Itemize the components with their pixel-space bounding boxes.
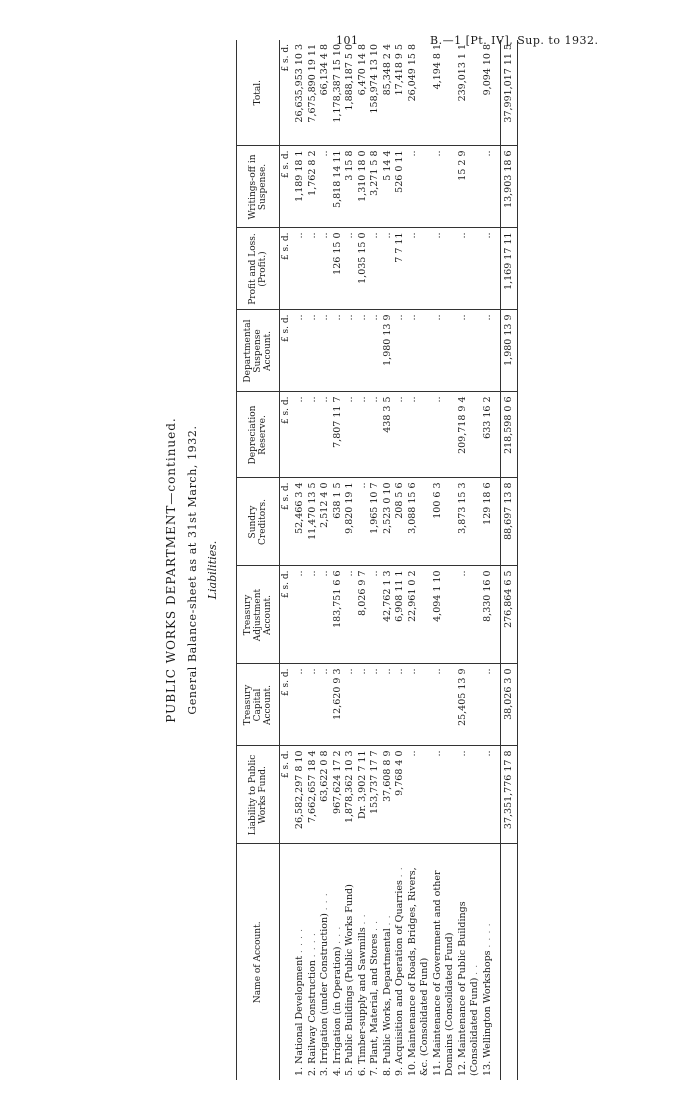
- liabilities-table: [236, 40, 518, 1080]
- amount-cell: 37,608 8 9: [382, 746, 395, 844]
- amount-cell: 42,762 1 3: [382, 566, 395, 664]
- account-name: [357, 844, 370, 1080]
- document-title: PUBLIC WORKS DEPARTMENT—continued.: [164, 417, 178, 723]
- amount-cell: ..: [319, 310, 332, 392]
- amount-cell: 158,974 13 10: [369, 40, 382, 146]
- table-row: [407, 40, 432, 1080]
- account-name-text: 12. Maintenance of Public Buildings (Consolidated Fund): [456, 901, 480, 1076]
- account-name-text: 5. Public Buildings (Public Works Fund): [344, 884, 355, 1076]
- amount-cell: 8,330 16 0: [482, 566, 495, 664]
- amount-cell: ..: [382, 228, 395, 310]
- total-cell: 13,903 18 6: [501, 146, 518, 228]
- unit-label: £ s. d.: [280, 40, 295, 146]
- column-header: Departmental Suspense Account.: [237, 310, 280, 392]
- dot-leaders: . .: [470, 963, 479, 975]
- page-number: 101: [336, 34, 359, 47]
- total-cell: 38,026 3 0: [501, 664, 518, 746]
- amount-cell: ..: [432, 746, 457, 844]
- amount-cell: 8,026 9 7: [357, 566, 370, 664]
- amount-cell: 3,271 5 8: [369, 146, 382, 228]
- amount-cell: ..: [482, 146, 495, 228]
- dot-leaders: . . . .: [295, 928, 304, 953]
- amount-cell: ..: [357, 392, 370, 478]
- amount-cell: ..: [394, 664, 407, 746]
- total-cell: 1,169 17 11: [501, 228, 518, 310]
- amount-cell: 12,620 9 3: [332, 664, 345, 746]
- amount-cell: 1,980 13 9: [382, 310, 395, 392]
- amount-cell: 1,888,187 5 0: [344, 40, 357, 146]
- account-name-text: 4. Irrigation (in Operation): [331, 946, 343, 1076]
- amount-cell: 7 7 11: [394, 228, 407, 310]
- amount-cell: 1,189 18 1: [294, 146, 307, 228]
- account-name: [382, 844, 395, 1080]
- amount-cell: ..: [369, 664, 382, 746]
- account-name: [319, 844, 332, 1080]
- amount-cell: ..: [457, 566, 482, 664]
- amount-cell: 100 6 3: [432, 478, 457, 566]
- amount-cell: ..: [319, 228, 332, 310]
- amount-cell: 7,662,657 18 4: [307, 746, 320, 844]
- dot-leaders: . .: [370, 920, 379, 931]
- amount-cell: ..: [319, 566, 332, 664]
- amount-cell: ..: [369, 392, 382, 478]
- amount-cell: 967,624 17 2: [332, 746, 345, 844]
- account-name-text: 9. Acquisition and Operation of Quarries: [394, 880, 405, 1076]
- amount-cell: 15 2 9: [457, 146, 482, 228]
- table-row: [457, 40, 482, 1080]
- account-name: [457, 844, 482, 1080]
- amount-cell: ..: [319, 146, 332, 228]
- column-header: Sundry Creditors.: [237, 478, 280, 566]
- amount-cell: 4,094 1 10: [432, 566, 457, 664]
- amount-cell: ..: [407, 392, 432, 478]
- amount-cell: ..: [407, 746, 432, 844]
- amount-cell: ..: [344, 392, 357, 478]
- total-cell: 88,697 13 8: [501, 478, 518, 566]
- amount-cell: ..: [432, 664, 457, 746]
- amount-cell: ..: [369, 228, 382, 310]
- account-name-text: 10. Maintenance of Roads, Bridges, Rivers, &c. (Consolidated Fund): [406, 867, 430, 1076]
- table-row: [382, 40, 395, 1080]
- amount-cell: ..: [294, 310, 307, 392]
- amount-cell: ..: [394, 310, 407, 392]
- total-cell: 37,991,017 11 5: [501, 40, 518, 146]
- amount-cell: 22,961 0 2: [407, 566, 432, 664]
- unit-label: £ s. d.: [280, 228, 295, 310]
- table-body: [280, 40, 495, 1080]
- column-header: Profit and Loss. (Profit.): [237, 228, 280, 310]
- amount-cell: ..: [432, 228, 457, 310]
- amount-cell: ..: [294, 664, 307, 746]
- amount-cell: 526 0 11: [394, 146, 407, 228]
- amount-cell: ..: [457, 746, 482, 844]
- amount-cell: 208 5 6: [394, 478, 407, 566]
- amount-cell: 5,818 14 11: [332, 146, 345, 228]
- account-name: [482, 844, 495, 1080]
- amount-cell: 26,582,297 8 10: [294, 746, 307, 844]
- amount-cell: ..: [344, 664, 357, 746]
- unit-label: £ s. d.: [280, 478, 295, 566]
- account-name-text: 13. Wellington Workshops: [481, 950, 493, 1076]
- table-row: [482, 40, 495, 1080]
- unit-label: £ s. d.: [280, 664, 295, 746]
- table-row: [357, 40, 370, 1080]
- amount-cell: ..: [332, 310, 345, 392]
- table-row: [332, 40, 345, 1080]
- column-header: Name of Account.: [237, 844, 280, 1080]
- amount-cell: 126 15 0: [332, 228, 345, 310]
- amount-cell: ..: [307, 566, 320, 664]
- amount-cell: ..: [344, 566, 357, 664]
- total-cell: 1,980 13 9: [501, 310, 518, 392]
- amount-cell: 153,737 17 7: [369, 746, 382, 844]
- amount-cell: ..: [307, 664, 320, 746]
- unit-label: £ s. d.: [280, 146, 295, 228]
- amount-cell: 2,523 0 10: [382, 478, 395, 566]
- amount-cell: 25,405 13 9: [457, 664, 482, 746]
- amount-cell: ..: [432, 392, 457, 478]
- amount-cell: 66,134 4 8: [319, 40, 332, 146]
- amount-cell: 1,178,387 15 10: [332, 40, 345, 146]
- account-name: [369, 844, 382, 1080]
- amount-cell: 9,768 4 0: [394, 746, 407, 844]
- unit-row: [280, 40, 295, 1080]
- amount-cell: 2,512 4 0: [319, 478, 332, 566]
- amount-cell: ..: [294, 228, 307, 310]
- amount-cell: 9,094 10 8: [482, 40, 495, 146]
- amount-cell: Dr. 3,902 7 11: [357, 746, 370, 844]
- amount-cell: 52,466 3 4: [294, 478, 307, 566]
- amount-cell: ..: [357, 478, 370, 566]
- column-header: Depreciation Reserve.: [237, 392, 280, 478]
- page-reference: B.—1 [Pt. IV], Sup. to 1932.: [430, 34, 599, 47]
- amount-cell: 5 14 4: [382, 146, 395, 228]
- amount-cell: 7,807 11 7: [332, 392, 345, 478]
- column-header: Total.: [237, 40, 280, 146]
- amount-cell: 9,820 19 1: [344, 478, 357, 566]
- account-name: [307, 844, 320, 1080]
- amount-cell: 3,873 15 3: [457, 478, 482, 566]
- amount-cell: 85,348 2 4: [382, 40, 395, 146]
- amount-cell: 1,762 8 2: [307, 146, 320, 228]
- amount-cell: 6,908 11 1: [394, 566, 407, 664]
- total-cell: 218,598 0 6: [501, 392, 518, 478]
- dot-leaders: . .: [382, 914, 392, 926]
- total-cell: 37,351,776 17 8: [501, 746, 518, 844]
- amount-cell: ..: [432, 310, 457, 392]
- amount-cell: 63,622 0 8: [319, 746, 332, 844]
- dot-leaders: . .: [357, 913, 367, 925]
- amount-cell: ..: [294, 392, 307, 478]
- table-row: [294, 40, 307, 1080]
- amount-cell: 239,013 1 1: [457, 40, 482, 146]
- account-name-text: 7. Plant, Material, and Stores: [369, 933, 380, 1076]
- column-header: Writings-off in Suspense.: [237, 146, 280, 228]
- unit-label: £ s. d.: [280, 566, 295, 664]
- amount-cell: ..: [307, 392, 320, 478]
- amount-cell: ..: [407, 310, 432, 392]
- amount-cell: ..: [319, 392, 332, 478]
- account-name-text: 3. Irrigation (under Construction): [319, 913, 330, 1076]
- amount-cell: ..: [344, 228, 357, 310]
- account-name: [294, 844, 307, 1080]
- table-row: [432, 40, 457, 1080]
- amount-cell: ..: [307, 310, 320, 392]
- account-name-text: 11. Maintenance of Government and other Domains (Consolidated Fund): [431, 870, 455, 1076]
- amount-cell: ..: [369, 566, 382, 664]
- amount-cell: ..: [482, 310, 495, 392]
- amount-cell: 3 15 8: [344, 146, 357, 228]
- unit-label: £ s. d.: [280, 392, 295, 478]
- amount-cell: ..: [407, 228, 432, 310]
- amount-cell: 1,965 10 7: [369, 478, 382, 566]
- amount-cell: ..: [432, 146, 457, 228]
- document-subtitle: General Balance-sheet as at 31st March, 1932.: [186, 425, 199, 715]
- amount-cell: ..: [407, 146, 432, 228]
- amount-cell: ..: [482, 664, 495, 746]
- amount-cell: 17,418 9 5: [394, 40, 407, 146]
- amount-cell: 7,675,890 19 11: [307, 40, 320, 146]
- amount-cell: ..: [294, 566, 307, 664]
- account-name: [432, 844, 457, 1080]
- amount-cell: 638 1 5: [332, 478, 345, 566]
- amount-cell: 438 3 5: [382, 392, 395, 478]
- account-name-text: 8. Public Works, Departmental: [381, 928, 393, 1076]
- totals-row: [501, 40, 518, 1080]
- amount-cell: 26,049 15 8: [407, 40, 432, 146]
- account-name: [344, 844, 357, 1080]
- table-row: [369, 40, 382, 1080]
- amount-cell: 633 16 2: [482, 392, 495, 478]
- amount-cell: 209,718 9 4: [457, 392, 482, 478]
- dot-leaders: . . . .: [307, 932, 317, 958]
- dot-leaders: . . .: [332, 925, 342, 944]
- column-header: Treasury Adjustment Account.: [237, 566, 280, 664]
- amount-cell: 26,635,953 10 3: [294, 40, 307, 146]
- account-name: [332, 844, 345, 1080]
- amount-cell: 6,470 14 8: [357, 40, 370, 146]
- column-header: Treasury Capital Account.: [237, 664, 280, 746]
- table-row: [344, 40, 357, 1080]
- amount-cell: ..: [369, 310, 382, 392]
- table-row: [319, 40, 332, 1080]
- dot-leaders: . . .: [320, 892, 329, 911]
- balance-sheet-block: [64, 44, 624, 1080]
- section-heading: Liabilities.: [206, 540, 219, 600]
- amount-cell: ..: [394, 392, 407, 478]
- dot-leaders: . .: [395, 866, 404, 878]
- account-name: [394, 844, 407, 1080]
- dot-leaders: . . . .: [482, 922, 492, 948]
- amount-cell: 129 18 6: [482, 478, 495, 566]
- amount-cell: ..: [344, 310, 357, 392]
- table-row: [394, 40, 407, 1080]
- amount-cell: 1,310 18 0: [357, 146, 370, 228]
- amount-cell: ..: [457, 228, 482, 310]
- amount-cell: 3,088 15 6: [407, 478, 432, 566]
- amount-cell: ..: [482, 228, 495, 310]
- unit-label: £ s. d.: [280, 310, 295, 392]
- table-row: [307, 40, 320, 1080]
- amount-cell: 1,878,362 10 3: [344, 746, 357, 844]
- account-name: [407, 844, 432, 1080]
- account-name-text: 2. Railway Construction: [306, 960, 318, 1076]
- account-name-text: 1. National Development: [294, 955, 305, 1076]
- column-header: Liability to Public Works Fund.: [237, 746, 280, 844]
- table-header-row: [237, 40, 280, 1080]
- amount-cell: 1,035 15 0: [357, 228, 370, 310]
- amount-cell: ..: [382, 664, 395, 746]
- unit-label: £ s. d.: [280, 746, 295, 844]
- amount-cell: ..: [319, 664, 332, 746]
- amount-cell: ..: [457, 310, 482, 392]
- amount-cell: ..: [307, 228, 320, 310]
- account-name-text: 6. Timber-supply and Sawmills: [356, 927, 368, 1076]
- amount-cell: 4,194 8 1: [432, 40, 457, 146]
- amount-cell: ..: [357, 664, 370, 746]
- amount-cell: ..: [357, 310, 370, 392]
- amount-cell: ..: [407, 664, 432, 746]
- amount-cell: ..: [482, 746, 495, 844]
- amount-cell: 183,751 6 6: [332, 566, 345, 664]
- amount-cell: 11,470 13 5: [307, 478, 320, 566]
- total-cell: 276,864 6 5: [501, 566, 518, 664]
